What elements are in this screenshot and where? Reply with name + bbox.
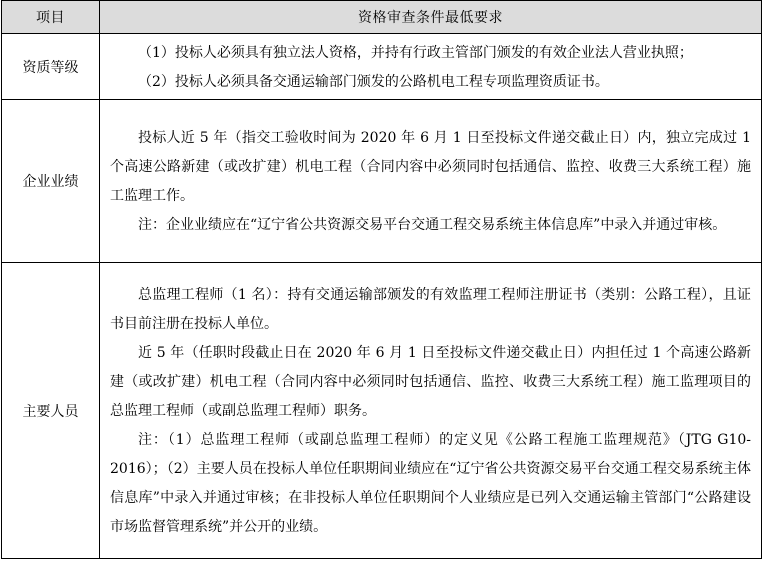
row-label: 资质等级 xyxy=(2,34,100,100)
qualification-table xyxy=(1,0,762,559)
paragraph: 总监理工程师（1 名）：持有交通运输部颁发的有效监理工程师注册证书（类别：公路工程），且证书目前注册在投标人单位。 xyxy=(110,287,751,332)
table-header-row xyxy=(2,1,762,34)
row-key-personnel xyxy=(2,263,762,559)
header-item: 项目 xyxy=(2,1,100,34)
paragraph: 投标人近 5 年（指交工验收时间为 2020 年 6 月 1 日至投标文件递交截止日）内，独立完成过 1 个高速公路新建（或改扩建）机电工程（合同内容中必须同时包括通信、监控、收费三大系统工程）施工监理工作。 xyxy=(110,130,751,204)
paragraph: 注：（1）总监理工程师（或副总监理工程师）的定义见《公路工程施工监理规范》（JTG G10-2016）；（2）主要人员在投标人单位任职期间业绩应在“辽宁省公共资源交易平台交通工程交易系统主体信息库”中录入并通过审核；在非投标人单位任职期间个人业绩应是已列入交通运输主管部门“公路建设市场监督管理系统”并公开的业绩。 xyxy=(110,432,751,535)
paragraph: （1）投标人必须具有独立法人资格，并持有行政主管部门颁发的有效企业法人营业执照； xyxy=(138,44,693,61)
row-content xyxy=(100,100,762,263)
row-content xyxy=(100,263,762,559)
row-content xyxy=(100,34,762,100)
row-qualification-level xyxy=(2,34,762,100)
paragraph: 近 5 年（任职时段截止日在 2020 年 6 月 1 日至投标文件递交截止日）内担任过 1 个高速公路新建（或改扩建）机电工程（合同内容中必须同时包括通信、监控、收费三大系统工程）施工监理项目的总监理工程师（或副总监理工程师）职务。 xyxy=(110,345,751,419)
row-label: 企业业绩 xyxy=(2,100,100,263)
header-requirement: 资格审查条件最低要求 xyxy=(100,1,762,34)
paragraph: 注：企业业绩应在“辽宁省公共资源交易平台交通工程交易系统主体信息库”中录入并通过审核。 xyxy=(138,217,727,233)
row-label: 主要人员 xyxy=(2,263,100,559)
paragraph: （2）投标人必须具备交通运输部门颁发的公路机电工程专项监理资质证书。 xyxy=(138,73,609,90)
row-enterprise-performance xyxy=(2,100,762,263)
